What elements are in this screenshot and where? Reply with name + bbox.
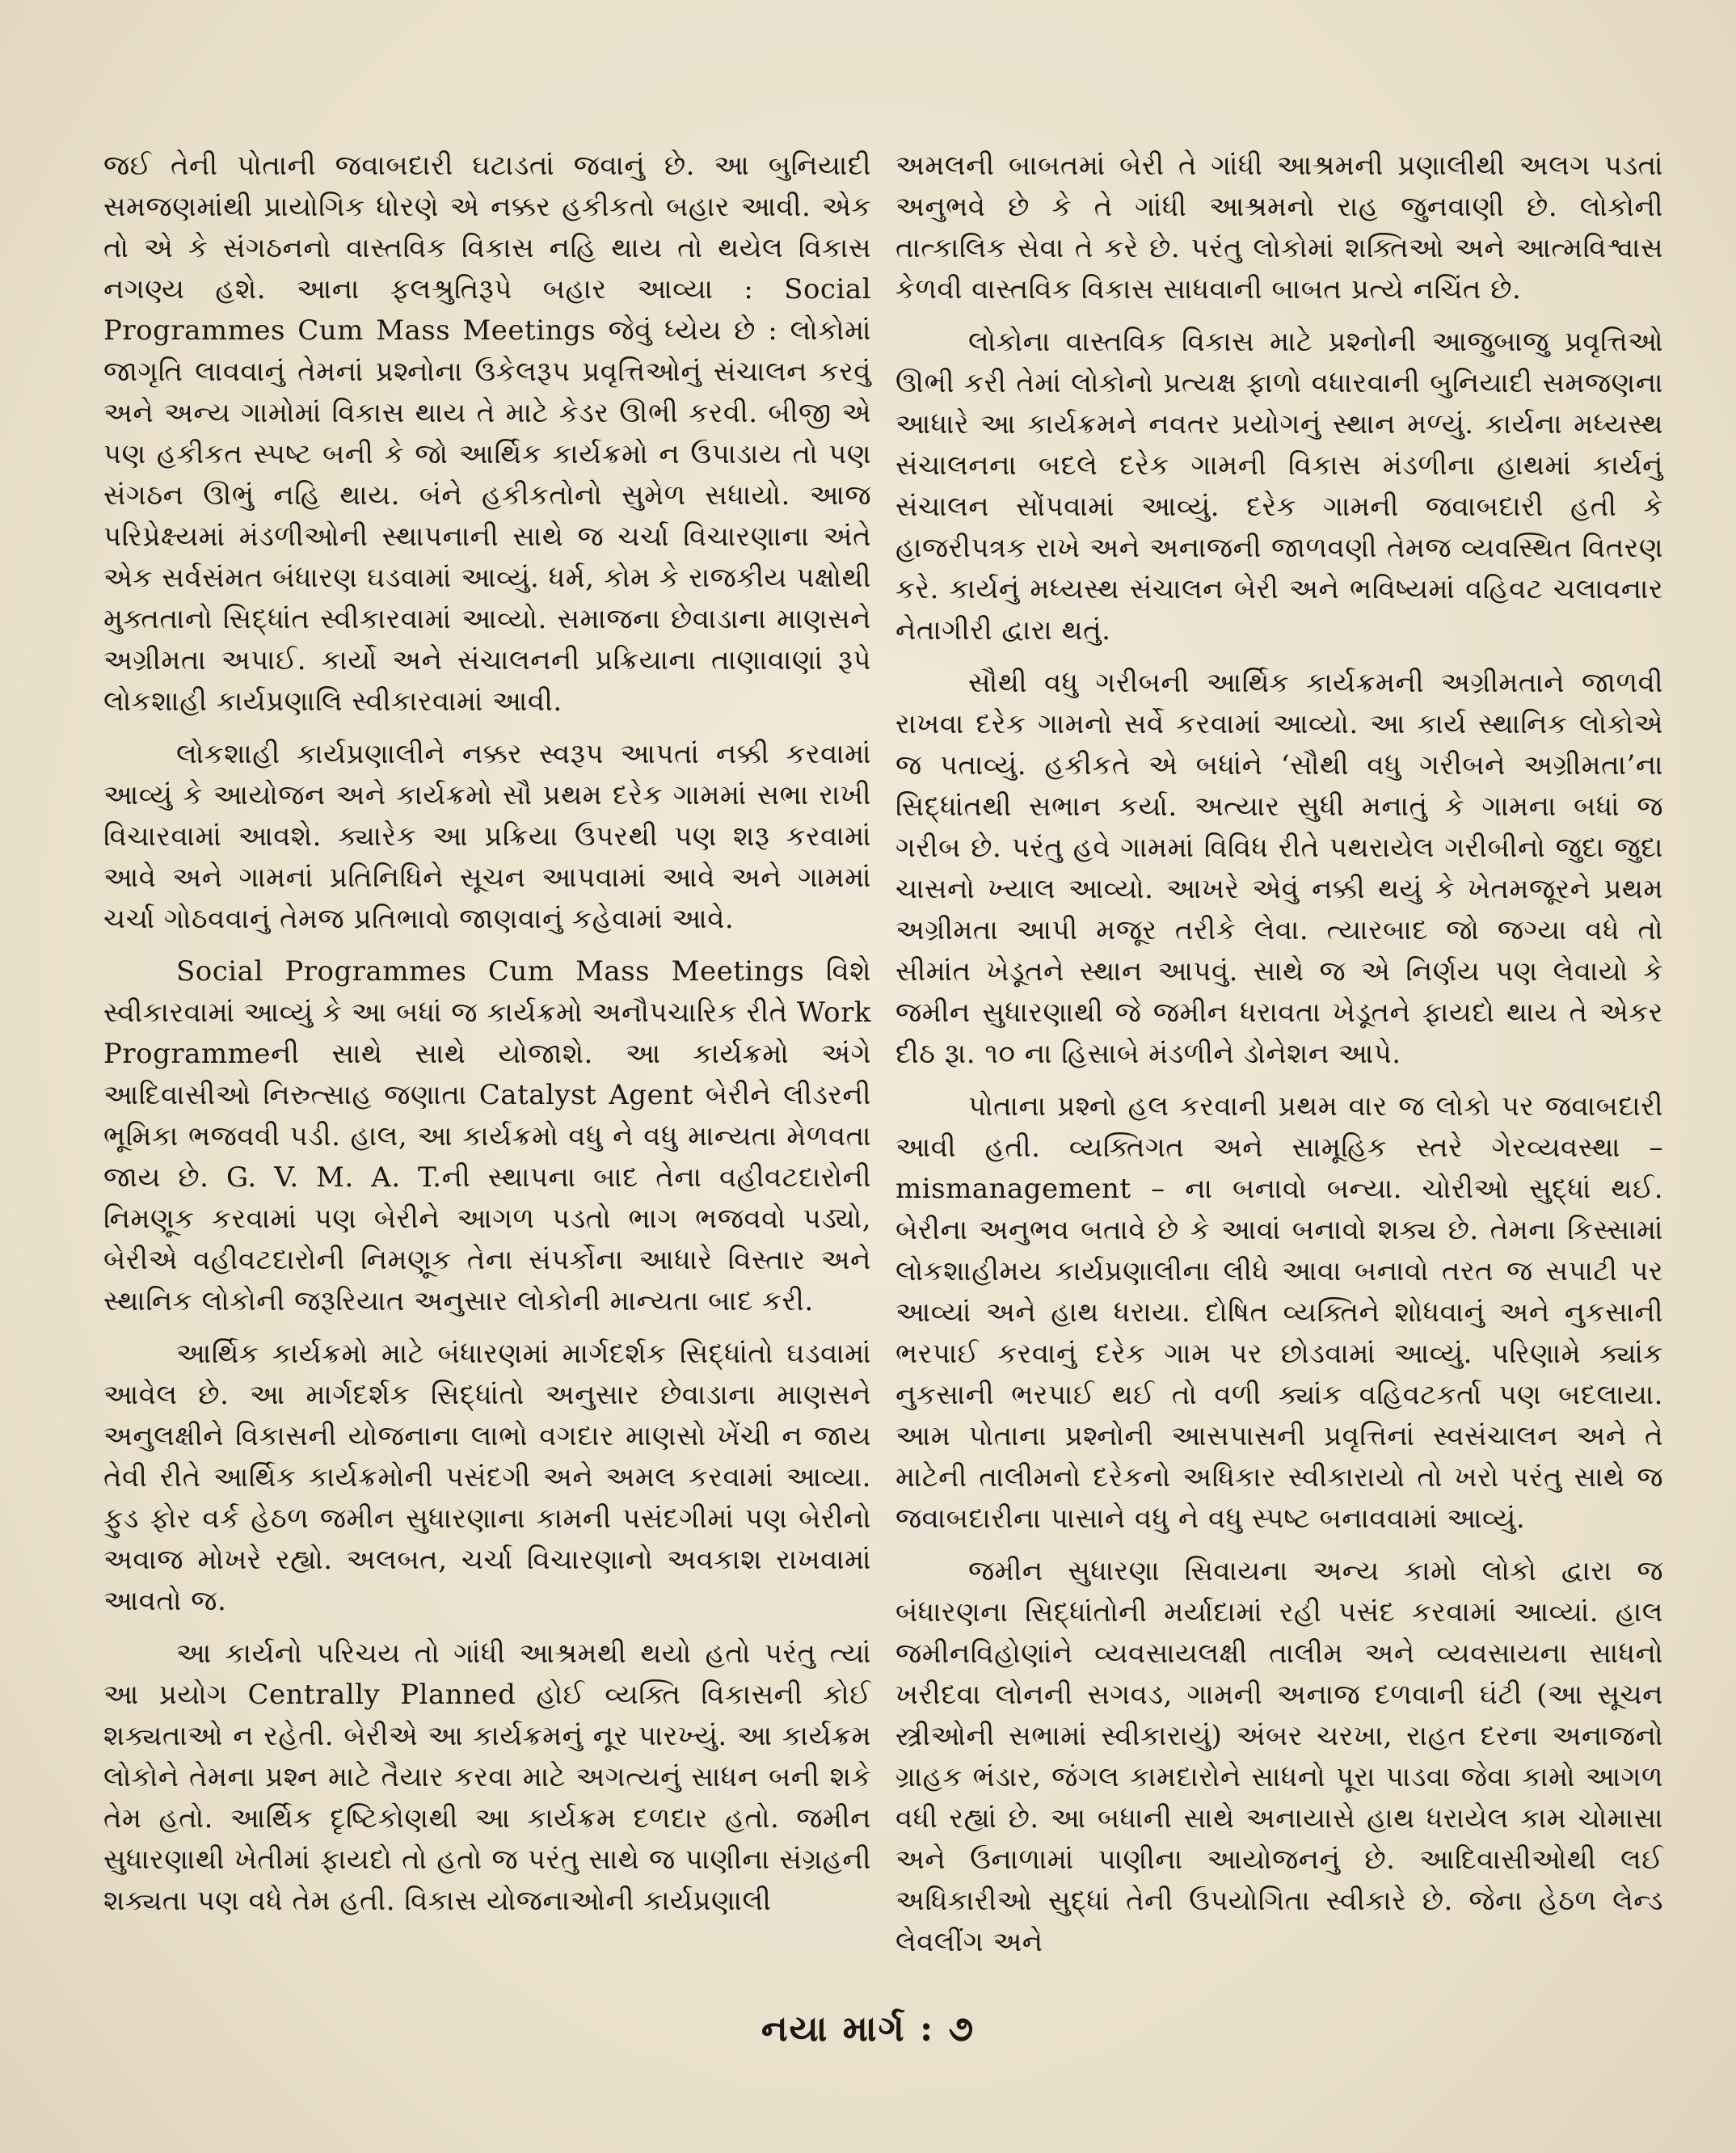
right-paragraph-1: અમલની બાબતમાં બેરી તે ગાંધી આશ્રમની પ્રણાલીથી અલગ પડતાં અનુભવે છે કે તે ગાંધી આશ્રમનો રાહ જુનવાણી છે. લોકોની તાત્કાલિક સેવા તે કરે છે. પરંતુ લોકોમાં શક્તિઓ અને આત્મવિશ્વાસ કેળવી વાસ્તવિક વિકાસ સાધવાની બાબત પ્રત્યે નચિંત છે. [895,150,1663,305]
left-paragraph-4: આર્થિક કાર્યક્રમો માટે બંધારણમાં માર્ગદર્શક સિદ્ધાંતો ઘડવામાં આવેલ છે. આ માર્ગદર્શક સિદ્ધાંતો અનુસાર છેવાડાના માણસને અનુલક્ષીને વિકાસની યોજનાના લાભો વગદાર માણસો ખેંચી ન જાય તેવી રીતે આર્થિક કાર્યક્રમોની પસંદગી અને અમલ કરવામાં આવ્યા. ફુડ ફોર વર્ક હેઠળ જમીન સુધારણાના કામની પસંદગીમાં પણ બેરીનો અવાજ મોખરે રહ્યો. અલબત, ચર્ચા વિચારણાનો અવકાશ રાખવામાં આવતો જ. [103,1338,871,1617]
left-paragraph-3: Social Programmes Cum Mass Meetings વિશે સ્વીકારવામાં આવ્યું કે આ બધાં જ કાર્યક્રમો અનૌપચારિક રીતે Work Programmeની સાથે સાથે યોજાશે. આ કાર્યક્રમો અંગે આદિવાસીઓ નિરુત્સાહ જણાતા Catalyst Agent બેરીને લીડરની ભૂમિકા ભજવવી પડી. હાલ, આ કાર્યક્રમો વધુ ને વધુ માન્યતા મેળવતા જાય છે. G. V. M. A. T.ની સ્થાપના બાદ તેના વહીવટદારોની નિમણૂક કરવામાં પણ બેરીને આગળ પડતો ભાગ ભજવવો પડ્યો, બેરીએ વહીવટદારોની નિમણૂક તેના સંપર્કોના આધારે વિસ્તાર અને સ્થાનિક લોકોની જરૂરિયાત અનુસાર લોકોની માન્યતા બાદ કરી. [103,955,871,1317]
left-paragraph-1: જઈ તેની પોતાની જવાબદારી ઘટાડતાં જવાનું છે. આ બુનિયાદી સમજણમાંથી પ્રાયોગિક ધોરણે એ નક્કર હકીકતો બહાર આવી. એક તો એ કે સંગઠનનો વાસ્તવિક વિકાસ નહિ થાય તો થયેલ વિકાસ નગણ્ય હશે. આના ફલશ્રુતિરૂપે બહાર આવ્યા : Social Programmes Cum Mass Meetings જેવું ધ્યેય છે : લોકોમાં જાગૃતિ લાવવાનું તેમનાં પ્રશ્નોના ઉકેલરૂપ પ્રવૃત્તિઓનું સંચાલન કરવું અને અન્ય ગામોમાં વિકાસ થાય તે માટે કેડર ઊભી કરવી. બીજી એ પણ હકીકત સ્પષ્ટ બની કે જો આર્થિક કાર્યક્રમો ન ઉપાડાય તો પણ સંગઠન ઊભું નહિ થાય. બંને હકીકતોનો સુમેળ સધાયો. આજ પરિપ્રેક્ષ્યમાં મંડળીઓની સ્થાપનાની સાથે જ ચર્ચા વિચારણાના અંતે એક સર્વસંમત બંધારણ ઘડવામાં આવ્યું. ધર્મ, કોમ કે રાજકીય પક્ષોથી મુક્તતાનો સિદ્ધાંત સ્વીકારવામાં આવ્યો. સમાજના છેવાડાના માણસને અગ્રીમતા અપાઈ. કાર્યો અને સંચાલનની પ્રક્રિયાના તાણાવાણાં રૂપે લોકશાહી કાર્યપ્રણાલિ સ્વીકારવામાં આવી. [103,150,871,718]
right-column [895,145,1663,1974]
right-paragraph-3: સૌથી વધુ ગરીબની આર્થિક કાર્યક્રમની અગ્રીમતાને જાળવી રાખવા દરેક ગામનો સર્વે કરવામાં આવ્યો. આ કાર્ય સ્થાનિક લોકોએ જ પતાવ્યું. હકીકતે એ બધાંને ‘સૌથી વધુ ગરીબને અગ્રીમતા’ના સિદ્ધાંતથી સભાન કર્યા. અત્યાર સુધી મનાતું કે ગામના બધાં જ ગરીબ છે. પરંતુ હવે ગામમાં વિવિધ રીતે પથરાયેલ ગરીબીનો જુદા જુદા ચાસનો ખ્યાલ આવ્યો. આખરે એવું નક્કી થયું કે ખેતમજૂરને પ્રથમ અગ્રીમતા આપી મજૂર તરીકે લેવા. ત્યારબાદ જો જગ્યા વધે તો સીમાંત ખેડૂતને સ્થાન આપવું. સાથે જ એ નિર્ણય પણ લેવાયો કે જમીન સુધારણાથી જે જમીન ધરાવતા ખેડૂતને ફાયદો થાય તે એકર દીઠ રૂા. ૧૦ ના હિસાબે મંડળીને ડોનેશન આપે. [895,667,1663,1070]
page-footer: નયા માર્ગ : ૭ [761,2008,975,2050]
right-paragraph-2: લોકોના વાસ્તવિક વિકાસ માટે પ્રશ્નોની આજુબાજુ પ્રવૃત્તિઓ ઊભી કરી તેમાં લોકોનો પ્રત્યક્ષ ફાળો વધારવાની બુનિયાદી સમજણના આધારે આ કાર્યક્રમને નવતર પ્રયોગનું સ્થાન મળ્યું. કાર્યના મધ્યસ્થ સંચાલનના બદલે દરેક ગામની વિકાસ મંડળીના હાથમાં કાર્યનું સંચાલન સોંપવામાં આવ્યું. દરેક ગામની જવાબદારી હતી કે હાજરીપત્રક રાખે અને અનાજની જાળવણી તેમજ વ્યવસ્થિત વિતરણ કરે. કાર્યનું મધ્યસ્થ સંચાલન બેરી અને ભવિષ્યમાં વહિવટ ચલાવનાર નેતાગીરી દ્વારા થતું. [895,326,1663,647]
left-paragraph-5: આ કાર્યનો પરિચય તો ગાંધી આશ્રમથી થયો હતો પરંતુ ત્યાં આ પ્રયોગ Centrally Planned હોઈ વ્યક્તિ વિકાસની કોઈ શક્યતાઓ ન રહેતી. બેરીએ આ કાર્યક્રમનું નૂર પારખ્યું. આ કાર્યક્રમ લોકોને તેમના પ્રશ્ન માટે તૈયાર કરવા માટે અગત્યનું સાધન બની શકે તેમ હતો. આર્થિક દૃષ્ટિકોણથી આ કાર્યક્રમ દળદાર હતો. જમીન સુધારણાથી ખેતીમાં ફાયદો તો હતો જ પરંતુ સાથે જ પાણીના સંગ્રહની શક્યતા પણ વધે તેમ હતી. વિકાસ યોજનાઓની કાર્યપ્રણાલી [103,1637,871,1917]
right-paragraph-5: જમીન સુધારણા સિવાયના અન્ય કામો લોકો દ્વારા જ બંધારણના સિદ્ધાંતોની મર્યાદામાં રહી પસંદ કરવામાં આવ્યાં. હાલ જમીનવિહોણાંને વ્યવસાયલક્ષી તાલીમ અને વ્યવસાયના સાધનો ખરીદવા લોનની સગવડ, ગામની અનાજ દળવાની ઘંટી (આ સૂચન સ્ત્રીઓની સભામાં સ્વીકારાયું) અંબર ચરખા, રાહત દરના અનાજનો ગ્રાહક ભંડાર, જંગલ કામદારોને સાધનો પૂરા પાડવા જેવા કામો આગળ વધી રહ્યાં છે. આ બધાની સાથે અનાયાસે હાથ ધરાયેલ કામ ચોમાસા અને ઉનાળામાં પાણીના આયોજનનું છે. આદિવાસીઓથી લઈ અધિકારીઓ સુદ્ધાં તેની ઉપયોગિતા સ્વીકારે છે. જેના હેઠળ લેન્ડ લેવલીંગ અને [895,1555,1663,1958]
right-paragraph-4: પોતાના પ્રશ્નો હલ કરવાની પ્રથમ વાર જ લોકો પર જવાબદારી આવી હતી. વ્યક્તિગત અને સામૂહિક સ્તરે ગેરવ્યવસ્થા – mismanagement – ના બનાવો બન્યા. ચોરીઓ સુદ્ધાં થઈ. બેરીના અનુભવ બતાવે છે કે આવાં બનાવો શક્ય છે. તેમના કિસ્સામાં લોકશાહીમય કાર્યપ્રણાલીના લીધે આવા બનાવો તરત જ સપાટી પર આવ્યાં અને હાથ ધરાયા. દોષિત વ્યક્તિને શોધવાનું અને નુકસાની ભરપાઈ કરવાનું દરેક ગામ પર છોડવામાં આવ્યું. પરિણામે ક્યાંક નુકસાની ભરપાઈ થઈ તો વળી ક્યાંક વહિવટકર્તા પણ બદલાયા. આમ પોતાના પ્રશ્નોની આસપાસની પ્રવૃત્તિનાં સ્વસંચાલન અને તે માટેની તાલીમનો દરેકનો અધિકાર સ્વીકારાયો તો ખરો પરંતુ સાથે જ જવાબદારીના પાસાને વધુ ને વધુ સ્પષ્ટ બનાવવામાં આવ્યું. [895,1090,1664,1535]
left-column [103,145,871,1933]
left-paragraph-2: લોકશાહી કાર્યપ્રણાલીને નક્કર સ્વરૂપ આપતાં નક્કી કરવામાં આવ્યું કે આયોજન અને કાર્યક્રમો સૌ પ્રથમ દરેક ગામમાં સભા રાખી વિચારવામાં આવશે. ક્યારેક આ પ્રક્રિયા ઉપરથી પણ શરૂ કરવામાં આવે અને ગામનાં પ્રતિનિધિને સૂચન આપવામાં આવે અને ગામમાં ચર્ચા ગોઠવવાનું તેમજ પ્રતિભાવો જાણવાનું કહેવામાં આવે. [103,738,871,935]
